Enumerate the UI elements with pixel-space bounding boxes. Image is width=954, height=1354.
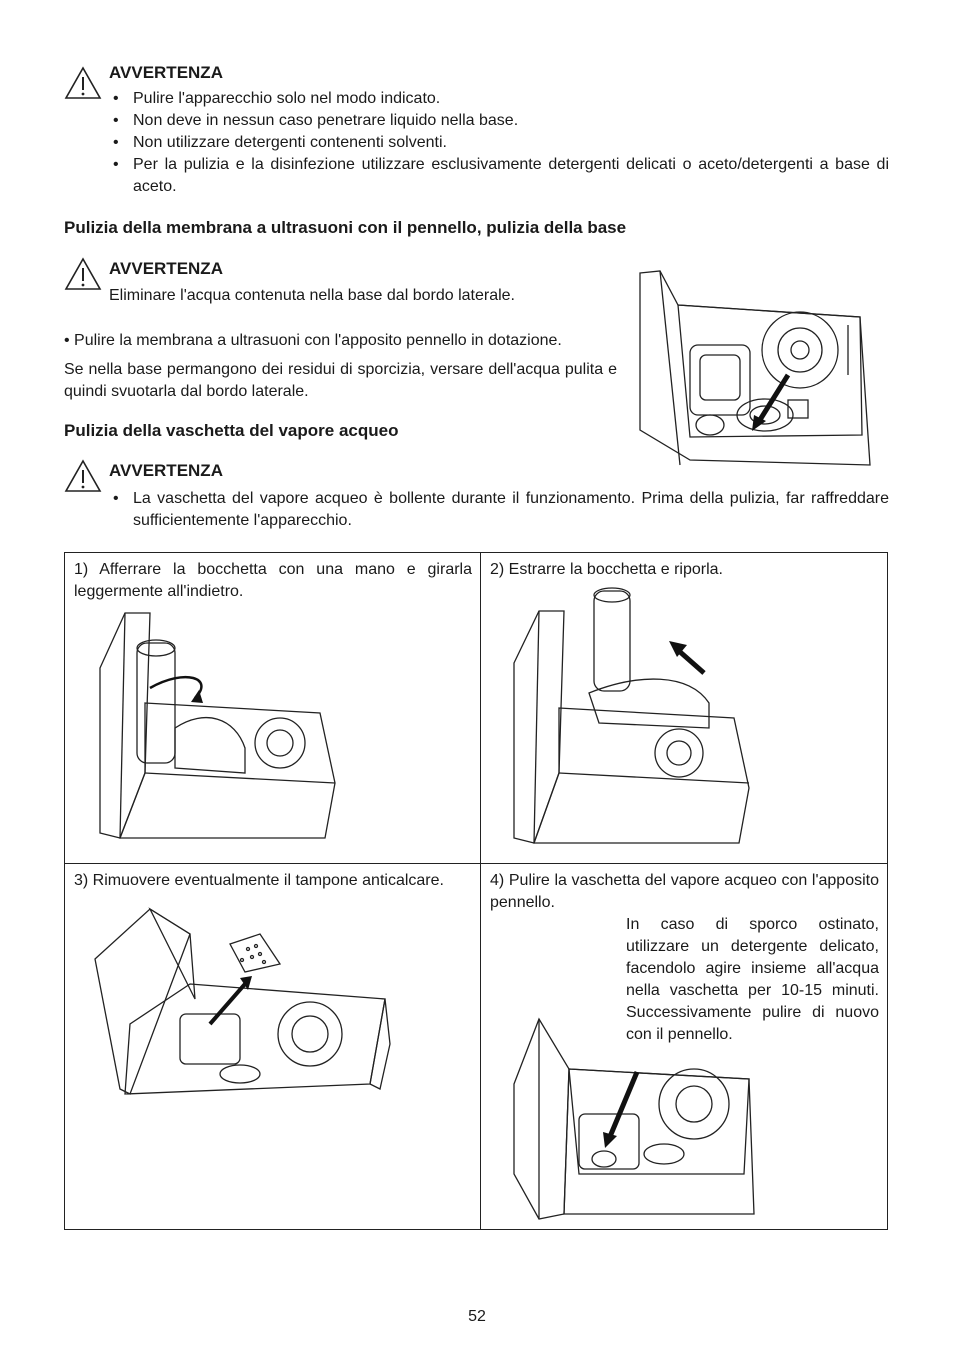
step-cell-4 [481,864,887,1230]
list-item: • Non utilizzare detergenti contenenti solventi. [109,132,889,154]
list-item: • Pulire l'apparecchio solo nel modo indicato. [109,88,889,110]
warning-list-2 [109,488,889,532]
list-item: • La vaschetta del vapore acqueo è bollente durante il funzionamento. Prima della pulizia, far raffreddare sufficientemente l'apparecchio. [109,488,889,532]
step-text: 1) Afferrare la bocchetta con una mano e girarla leggermente all'indietro. [74,561,472,600]
warning-heading: AVVERTENZA [109,461,223,480]
step-text: 2) Estrarre la bocchetta e riporla. [490,561,723,578]
device-illustration-step1 [95,608,355,848]
step-text: 4) Pulire la vaschetta del vapore acqueo con l'apposito pennello. [490,872,879,911]
device-illustration-step2 [509,583,779,853]
device-illustration-step4 [509,1014,759,1224]
paragraph: Se nella base permangono dei residui di sporcizia, versare dell'acqua pulita e quindi svuotarla dal bordo laterale. [64,361,617,400]
warning-heading: AVVERTENZA [109,63,223,82]
warning-triangle-icon [64,66,102,100]
device-illustration-step3 [90,904,460,1104]
step-cell-3 [65,864,480,1230]
warning-triangle-icon [64,257,102,291]
section-title: Pulizia della membrana a ultrasuoni con il pennello, pulizia della base [64,218,627,237]
arrow-icon [679,651,704,673]
step-text: 3) Rimuovere eventualmente il tampone anticalcare. [74,872,444,889]
page-number: 52 [468,1308,486,1325]
step-cell-2 [481,553,887,863]
warning-list-1 [109,88,889,198]
warning-triangle-icon [64,459,102,493]
anti-limescale-pad-icon [230,934,280,972]
device-illustration-membrane [630,265,880,470]
rotate-arrow-icon [150,677,201,698]
step-text-continued: In caso di sporco ostinato, utilizzare un detergente delicato, facendolo agire insieme all'acqua nella vaschetta per 10-15 minuti. Successivamente pulire di nuovo con il pennello. [626,916,879,1043]
bullet-text: • Pulire la membrana a ultrasuoni con l'apposito pennello in dotazione. [64,332,562,349]
section-title: Pulizia della vaschetta del vapore acqueo [64,421,399,440]
warning-text: Eliminare l'acqua contenuta nella base dal bordo laterale. [109,287,515,304]
steps-table [64,552,888,1230]
arrow-icon [609,1072,637,1139]
list-item: • Non deve in nessun caso penetrare liquido nella base. [109,110,889,132]
step-cell-1 [65,553,480,863]
list-item: • Per la pulizia e la disinfezione utilizzare esclusivamente detergenti delicati o aceto/detergenti a base di aceto. [109,154,889,198]
warning-heading: AVVERTENZA [109,259,223,278]
